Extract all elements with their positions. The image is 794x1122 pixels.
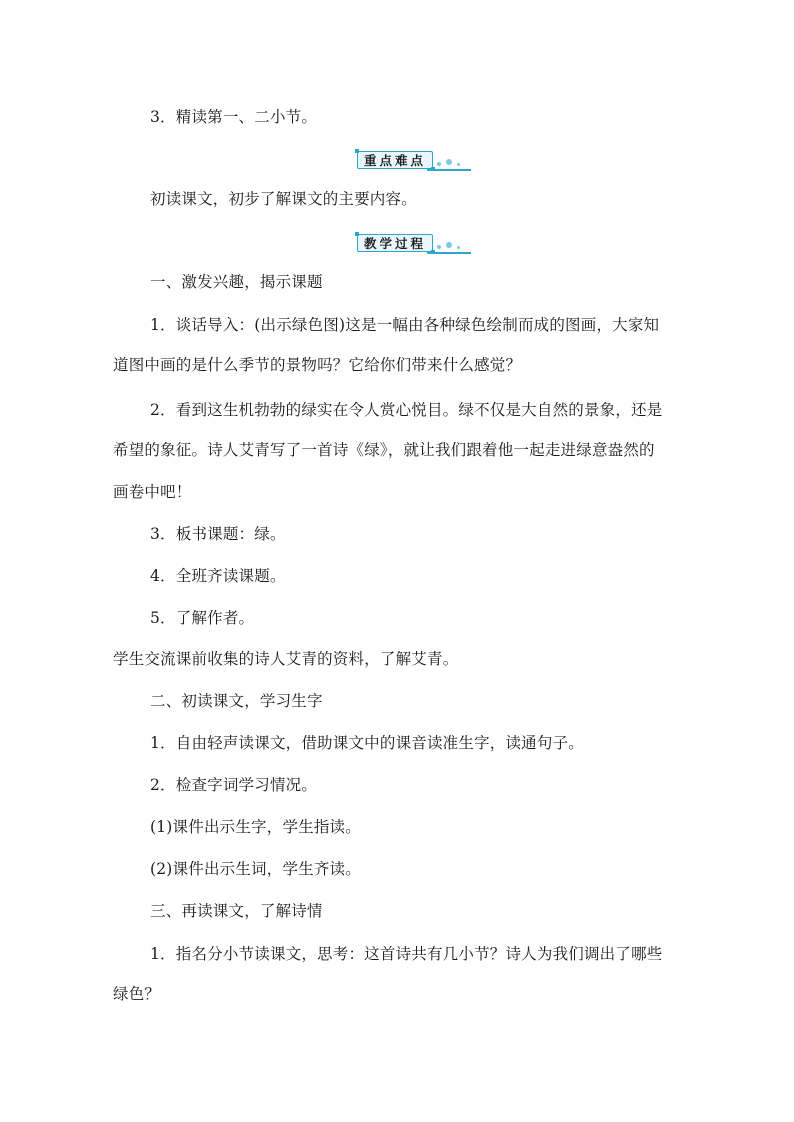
paragraph-continuation: 希望的象征。诗人艾青写了一首诗《绿》，就让我们跟着他一起走进绿意盎然的 xyxy=(113,441,655,459)
paragraph-continuation: 绿色？ xyxy=(113,985,161,1003)
badge-label: 教学过程 xyxy=(357,234,433,252)
paragraph: 2．检查字词学习情况。 xyxy=(150,776,318,794)
section-heading: 一、激发兴趣，揭示课题 xyxy=(150,273,323,291)
paragraph: 1．自由轻声读课文，借助课文中的课音读准生字，读通句子。 xyxy=(150,734,584,752)
badge-dots-decoration xyxy=(437,157,473,169)
paragraph: (2)课件出示生词，学生齐读。 xyxy=(150,860,361,878)
paragraph: 学生交流课前收集的诗人艾青的资料，了解艾青。 xyxy=(113,650,459,668)
paragraph-continuation: 画卷中吧！ xyxy=(113,483,192,501)
paragraph: 4．全班齐读课题。 xyxy=(150,567,286,585)
paragraph: 3．精读第一、二小节。 xyxy=(150,108,318,126)
badge-underline xyxy=(427,169,471,171)
paragraph: (1)课件出示生字，学生指读。 xyxy=(150,818,361,836)
badge-underline xyxy=(427,252,471,254)
paragraph: 5．了解作者。 xyxy=(150,609,255,627)
paragraph: 初读课文，初步了解课文的主要内容。 xyxy=(150,190,417,208)
paragraph: 2．看到这生机勃勃的绿实在令人赏心悦目。绿不仅是大自然的景象，还是 xyxy=(150,401,663,419)
section-heading: 三、再读课文，了解诗情 xyxy=(150,902,323,920)
badge-dots-decoration xyxy=(437,240,473,252)
badge-label: 重点难点 xyxy=(357,151,433,169)
section-heading: 二、初读课文，学习生字 xyxy=(150,692,323,710)
section-badge-teaching-process xyxy=(357,234,471,254)
paragraph: 1．谈话导入：(出示绿色图)这是一幅由各种绿色绘制而成的图画，大家知 xyxy=(150,316,660,334)
section-badge-key-points xyxy=(357,151,471,171)
paragraph: 1．指名分小节读课文，思考：这首诗共有几小节？诗人为我们调出了哪些 xyxy=(150,945,663,963)
paragraph: 3．板书课题：绿。 xyxy=(150,525,286,543)
paragraph-continuation: 道图中画的是什么季节的景物吗？它给你们带来什么感觉？ xyxy=(113,356,522,374)
